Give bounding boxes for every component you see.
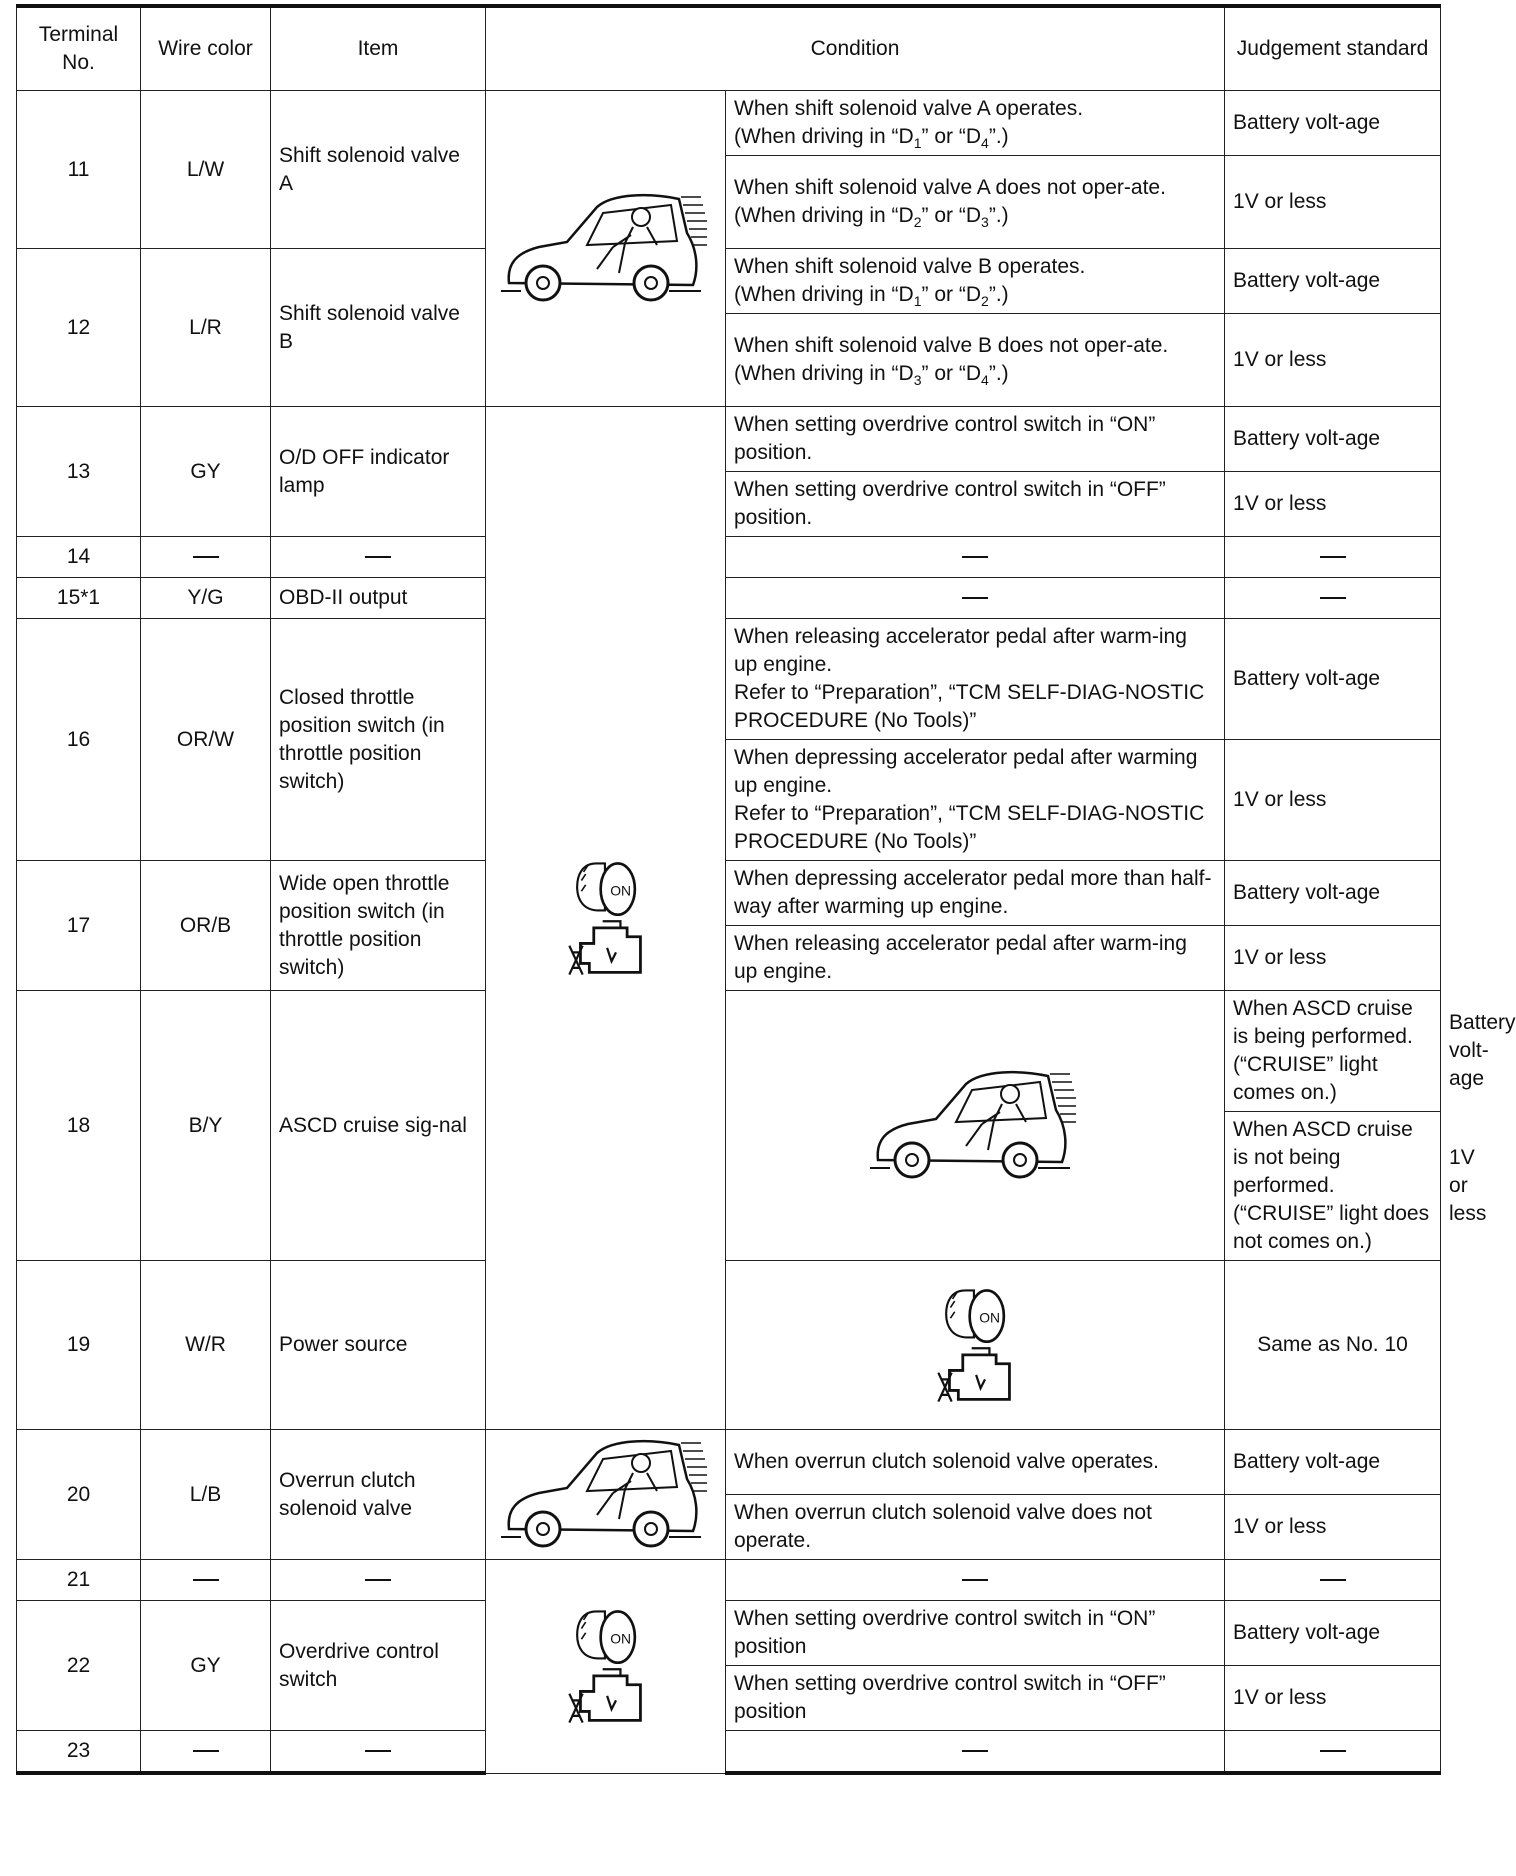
judgement-cell: Battery volt-age [1225, 249, 1441, 314]
engine-icon [930, 1346, 1020, 1406]
wire-color: B/Y [141, 991, 271, 1261]
ignition-key-on-icon [571, 857, 641, 919]
ignition-key-on-icon [940, 1284, 1010, 1346]
driving-car-icon [870, 1064, 1080, 1188]
table-row [17, 619, 1441, 740]
terminal-table [16, 4, 1516, 1775]
ignition-key-on-icon [571, 1605, 641, 1667]
judgement-cell: 1V or less [1225, 314, 1441, 407]
judgement-cell: Battery volt-age [1225, 619, 1441, 740]
dash [962, 597, 988, 599]
header-terminal-no: Terminal No. [17, 6, 141, 91]
ignition-illustration-cell [486, 1560, 726, 1774]
judgement-cell: Battery volt-age [1225, 1430, 1441, 1495]
condition-text: When shift solenoid valve A operates. [734, 97, 1084, 120]
judgement-cell [1225, 578, 1441, 619]
header-judgement: Judgement standard [1225, 6, 1441, 91]
condition-cell: When setting overdrive control switch in “OFF” position [726, 1666, 1225, 1731]
terminal-table-container [16, 4, 1516, 1775]
condition-text: When ASCD cruise is being performed. [1233, 997, 1413, 1048]
wire-color: W/R [141, 1261, 271, 1430]
table-header-row [17, 6, 1441, 91]
condition-cell: When setting overdrive control switch in “OFF” position. [726, 472, 1225, 537]
terminal-no: 17 [17, 861, 141, 991]
condition-cell [726, 537, 1225, 578]
terminal-no: 23 [17, 1731, 141, 1774]
condition-text: When shift solenoid valve A does not oper-ate. [734, 176, 1166, 199]
judgement-cell: 1V or less [1225, 926, 1441, 991]
condition-text: When shift solenoid valve B operates. [734, 255, 1086, 278]
condition-cell: When shift solenoid valve A does not oper-ate. (When driving in “$D_2$” or “$D_3$”.) [726, 156, 1225, 249]
table-row [17, 1560, 1441, 1601]
table-row [17, 1261, 1441, 1430]
condition-text: When shift solenoid valve B does not oper-ate. [734, 334, 1169, 357]
table-row [17, 537, 1441, 578]
dash [1320, 597, 1346, 599]
condition-cell: When releasing accelerator pedal after warm-ing up engine. [726, 926, 1225, 991]
condition-cell: When setting overdrive control switch in “ON” position. [726, 407, 1225, 472]
driving-car-icon [501, 187, 711, 311]
judgement-cell: 1V or less [1225, 472, 1441, 537]
header-wire-color: Wire color [141, 6, 271, 91]
wire-color: L/W [141, 91, 271, 249]
terminal-no: 18 [17, 991, 141, 1261]
dash [365, 1579, 391, 1581]
condition-cell: When overrun clutch solenoid valve does not operate. [726, 1495, 1225, 1560]
header-condition: Condition [486, 6, 1225, 91]
table-row: When ASCD cruise is not being performed. (“CRUISE” light does not comes on.) 1V or less [17, 1112, 1441, 1261]
wire-color [141, 1731, 271, 1774]
table-row [17, 91, 1441, 156]
judgement-cell: 1V or less [1225, 1666, 1441, 1731]
judgement-cell [1225, 1560, 1441, 1601]
judgement-cell: Battery volt-age [1225, 407, 1441, 472]
condition-note: Refer to “Preparation”, “TCM SELF-DIAG-NOSTIC PROCEDURE (No Tools)” [734, 681, 1205, 732]
wire-color [141, 537, 271, 578]
dash [193, 1579, 219, 1581]
condition-cell: Same as No. 10 [1225, 1261, 1441, 1430]
condition-text: When releasing accelerator pedal after warm-ing up engine. [734, 625, 1187, 676]
dash [193, 556, 219, 558]
item: Overdrive control switch [271, 1601, 486, 1731]
item: Overrun clutch solenoid valve [271, 1430, 486, 1560]
condition-cell [1225, 1112, 1441, 1261]
condition-cell: When shift solenoid valve B does not oper-ate. (When driving in “$D_3$” or “$D_4$”.) [726, 314, 1225, 407]
driving-illustration-cell [486, 91, 726, 407]
condition-cell [726, 578, 1225, 619]
table-row: 18 B/Y ASCD cruise sig-nal When ASCD cruise is being performed. (“CRUISE” light comes on.) Battery volt-age [17, 991, 1441, 1112]
dash [193, 1750, 219, 1752]
terminal-no: 13 [17, 407, 141, 537]
condition-text: When depressing accelerator pedal after warming up engine. [734, 746, 1198, 797]
wire-color: OR/B [141, 861, 271, 991]
item [271, 537, 486, 578]
dash [962, 1750, 988, 1752]
condition-cell: When overrun clutch solenoid valve operates. [726, 1430, 1225, 1495]
condition-cell: When shift solenoid valve A operates. (When driving in “$D_1$” or “$D_4$”.) [726, 91, 1225, 156]
condition-note: (“CRUISE” light does not comes on.) [1233, 1202, 1430, 1253]
item: O/D OFF indicator lamp [271, 407, 486, 537]
dash [365, 556, 391, 558]
table-row [17, 861, 1441, 926]
dash [1320, 1750, 1346, 1752]
condition-cell: When setting overdrive control switch in “ON” position [726, 1601, 1225, 1666]
ignition-illustration-cell [726, 1261, 1225, 1430]
dash [365, 1750, 391, 1752]
dash [1320, 1579, 1346, 1581]
terminal-no: 14 [17, 537, 141, 578]
judgement-cell: 1V or less [1225, 740, 1441, 861]
judgement-cell: Battery volt-age [1225, 1601, 1441, 1666]
item: Shift solenoid valve A [271, 91, 486, 249]
driving-illustration-cell [486, 1430, 726, 1560]
dash [1320, 556, 1346, 558]
condition-cell [1225, 991, 1441, 1112]
wire-color: L/B [141, 1430, 271, 1560]
condition-text: When ASCD cruise is not being performed. [1233, 1118, 1413, 1197]
condition-note: (“CRUISE” light comes on.) [1233, 1053, 1378, 1104]
table-row [17, 249, 1441, 314]
condition-cell [726, 1731, 1225, 1774]
table-row [17, 1601, 1441, 1666]
wire-color: OR/W [141, 619, 271, 861]
terminal-no: 22 [17, 1601, 141, 1731]
condition-note: Refer to “Preparation”, “TCM SELF-DIAG-NOSTIC PROCEDURE (No Tools)” [734, 802, 1205, 853]
terminal-no: 16 [17, 619, 141, 861]
judgement-cell: Battery volt-age [1225, 91, 1441, 156]
terminal-no: 19 [17, 1261, 141, 1430]
item: ASCD cruise sig-nal [271, 991, 486, 1261]
wire-color: GY [141, 407, 271, 537]
terminal-no: 12 [17, 249, 141, 407]
item: Wide open throttle position switch (in throttle position switch) [271, 861, 486, 991]
wire-color [141, 1560, 271, 1601]
dash [962, 1579, 988, 1581]
terminal-no: 11 [17, 91, 141, 249]
condition-cell [726, 619, 1225, 740]
judgement-cell [1225, 537, 1441, 578]
engine-icon [561, 1667, 651, 1727]
item: Shift solenoid valve B [271, 249, 486, 407]
item: Closed throttle position switch (in throttle position switch) [271, 619, 486, 861]
terminal-no: 20 [17, 1430, 141, 1560]
table-row [17, 407, 1441, 472]
wire-color: Y/G [141, 578, 271, 619]
item [271, 1560, 486, 1601]
item: OBD-II output [271, 578, 486, 619]
table-row [17, 578, 1441, 619]
item [271, 1731, 486, 1774]
judgement-cell: 1V or less [1225, 156, 1441, 249]
table-row [17, 1430, 1441, 1495]
judgement-cell: 1V or less [1225, 1495, 1441, 1560]
header-item: Item [271, 6, 486, 91]
terminal-no: 15*1 [17, 578, 141, 619]
judgement-cell [1225, 1731, 1441, 1774]
engine-icon [561, 919, 651, 979]
dash [962, 556, 988, 558]
judgement-cell: Battery volt-age [1225, 861, 1441, 926]
wire-color: GY [141, 1601, 271, 1731]
table-row [17, 1731, 1441, 1774]
driving-illustration-cell [726, 991, 1225, 1261]
driving-car-icon [501, 1433, 711, 1557]
condition-cell [726, 740, 1225, 861]
condition-cell: When depressing accelerator pedal more than half-way after warming up engine. [726, 861, 1225, 926]
condition-cell: When shift solenoid valve B operates. (When driving in “$D_1$” or “$D_2$”.) [726, 249, 1225, 314]
condition-cell [726, 1560, 1225, 1601]
terminal-no: 21 [17, 1560, 141, 1601]
wire-color: L/R [141, 249, 271, 407]
ignition-illustration-cell [486, 407, 726, 1430]
item: Power source [271, 1261, 486, 1430]
